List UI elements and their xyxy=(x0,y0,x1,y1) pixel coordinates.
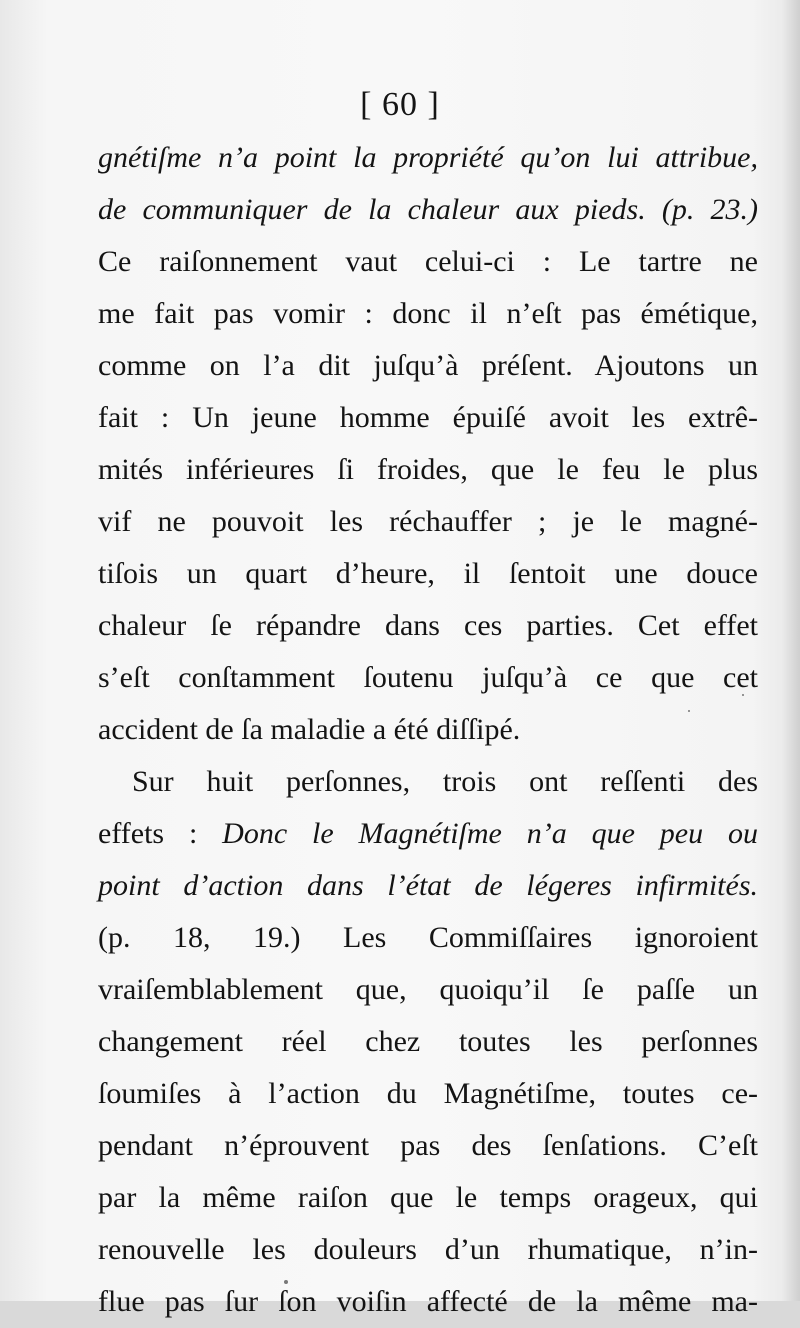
ink-speck xyxy=(742,694,744,696)
page-number: [ 60 ] xyxy=(360,86,440,123)
text-line: s’eſt conſtamment ſoutenu juſqu’à ce que cet xyxy=(98,661,758,694)
text-line: de communiquer de la chaleur aux pieds. (p. 23.) xyxy=(98,193,758,226)
page-edge-shadow xyxy=(782,0,800,1301)
text-line: mités inférieures ſi froides, que le feu le plus xyxy=(98,453,758,486)
text-line: Ce raiſonnement vaut celui-ci : Le tartre ne xyxy=(98,245,758,278)
text-line: Sur huit perſonnes, trois ont reſſenti des xyxy=(132,765,758,798)
text-line: vraiſemblablement que, quoiqu’il ſe paſſe un xyxy=(98,973,758,1006)
text-line: ſoumiſes à l’action du Magnétiſme, toutes ce- xyxy=(98,1077,758,1110)
text-line: tiſois un quart d’heure, il ſentoit une douce xyxy=(98,557,758,590)
text-line: par la même raiſon que le temps orageux, qui xyxy=(98,1181,758,1214)
text-line: (p. 18, 19.) Les Commiſſaires ignoroient xyxy=(98,921,758,954)
text-line: flue pas ſur ſon voiſin affecté de la même ma- xyxy=(98,1285,758,1318)
text-line: me fait pas vomir : donc il n’eſt pas émétique, xyxy=(98,297,758,330)
text-line: vif ne pouvoit les réchauffer ; je le magné- xyxy=(98,505,758,538)
text-segment: effets : xyxy=(98,817,223,850)
ink-speck xyxy=(688,710,690,712)
text-line: pendant n’éprouvent pas des ſenſations. C’eſt xyxy=(98,1129,758,1162)
text-line: comme on l’a dit juſqu’à préſent. Ajoutons un xyxy=(98,349,758,382)
italic-segment: Donc le Magnétiſme n’a que peu ou xyxy=(222,817,758,850)
text-line: fait : Un jeune homme épuiſé avoit les extrê- xyxy=(98,401,758,434)
text-line: chaleur ſe répandre dans ces parties. Cet effet xyxy=(98,609,758,642)
body-text xyxy=(98,132,758,1328)
text-line: changement réel chez toutes les perſonnes xyxy=(98,1025,758,1058)
text-line: gnétiſme n’a point la propriété qu’on lui attribue, xyxy=(98,141,758,174)
text-line: renouvelle les douleurs d’un rhumatique, n’in- xyxy=(98,1233,758,1266)
text-line: accident de ſa maladie a été diſſipé. xyxy=(98,713,521,746)
text-line xyxy=(98,808,758,860)
ink-speck xyxy=(284,1280,288,1284)
text-line: point d’action dans l’état de légeres infirmités. xyxy=(98,869,758,902)
